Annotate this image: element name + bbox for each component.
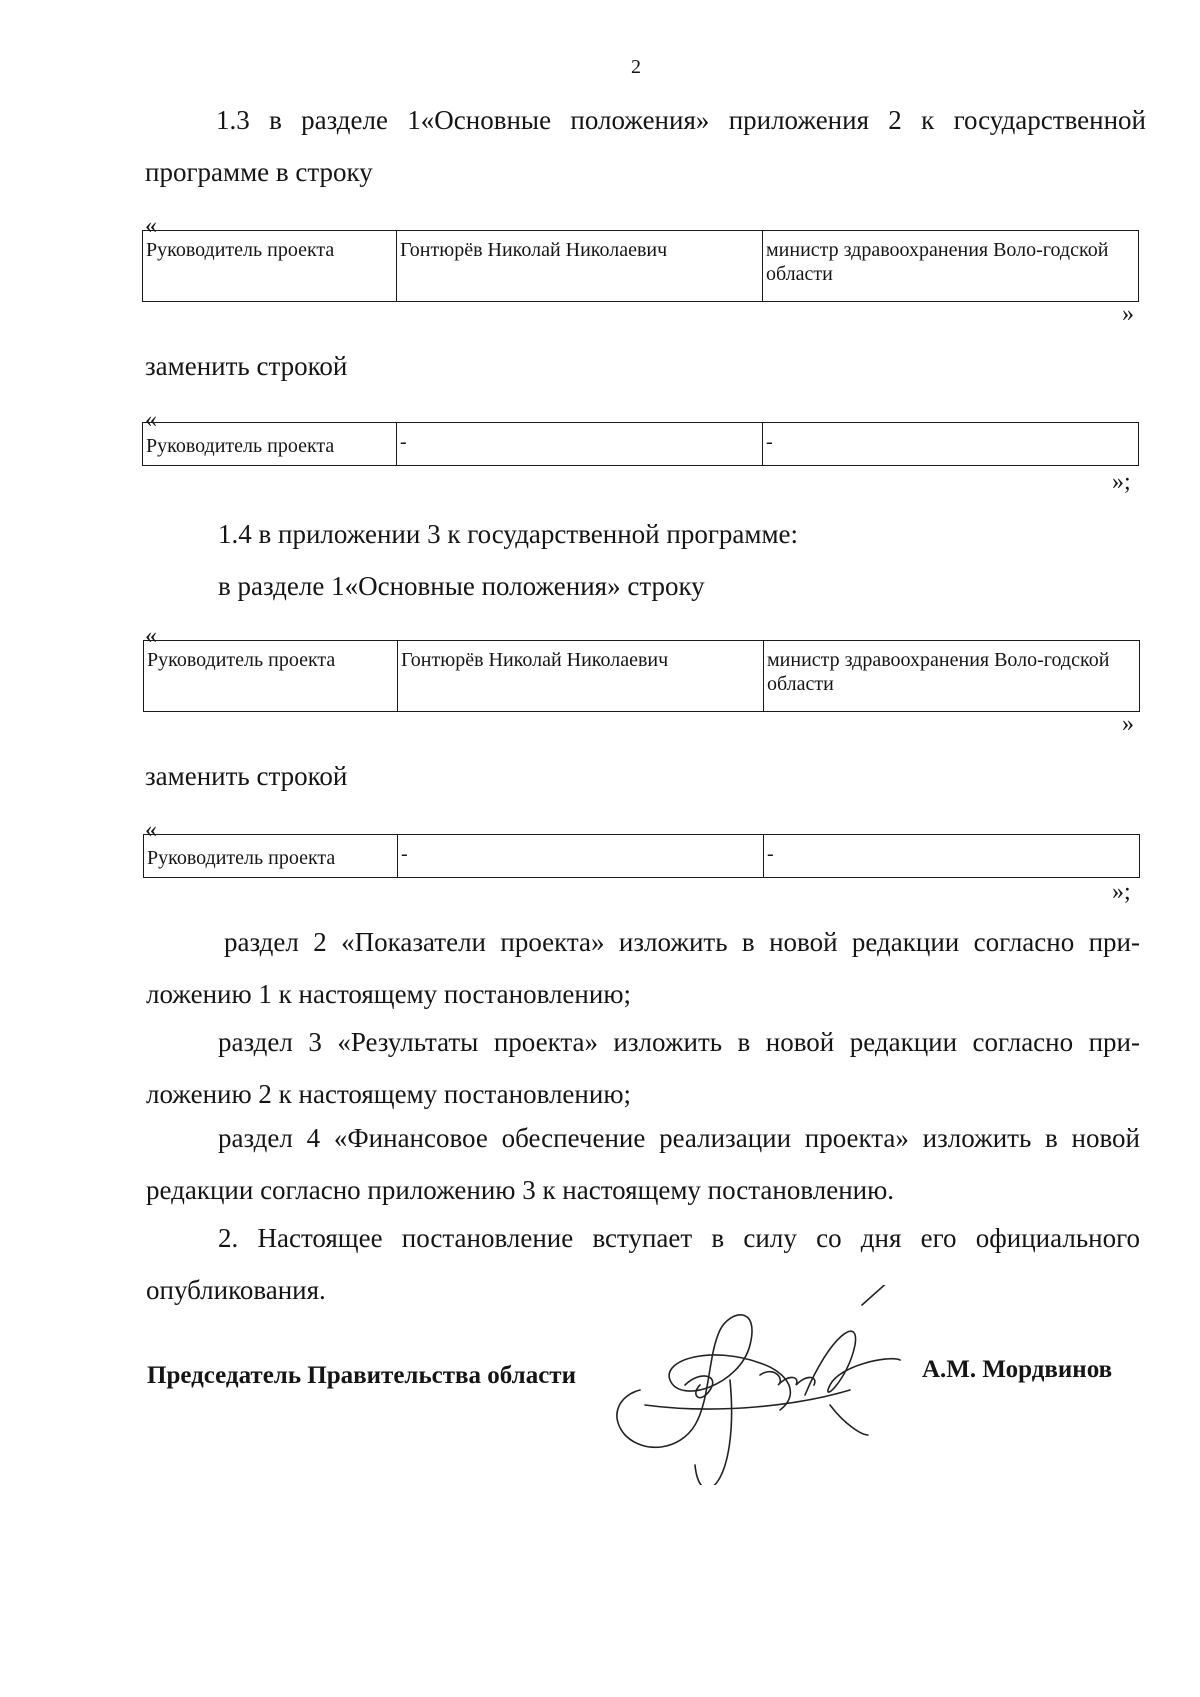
- clause-1-4-line2: в разделе 1«Основные положения» строку: [218, 571, 705, 601]
- signatory-name: А.М. Мордвинов: [922, 1356, 1113, 1383]
- quote-close: »: [1122, 301, 1134, 327]
- quote-open: «: [145, 623, 157, 649]
- section-4-line1: раздел 4 «Финансовое обеспечение реализации проекта» изложить в новой: [218, 1123, 1140, 1153]
- clause-2-line2: опубликования.: [146, 1275, 326, 1305]
- quote-open: «: [145, 817, 157, 843]
- section-2-line1: раздел 2 «Показатели проекта» изложить в новой редакции согласно при-: [224, 927, 1140, 957]
- table-row-old-2: [143, 640, 1140, 712]
- cell-name: -: [398, 835, 764, 878]
- cell-role: Руководитель проекта: [143, 231, 397, 302]
- page-number: 2: [631, 56, 641, 78]
- cell-position: министр здравоохранения Воло-годской области: [763, 231, 1139, 302]
- section-4-line2: редакции согласно приложению 3 к настоящему постановлению.: [146, 1175, 895, 1205]
- quote-close-semicolon: »;: [1112, 469, 1131, 495]
- cell-position: -: [763, 423, 1139, 466]
- signatory-title: Председатель Правительства области: [147, 1362, 576, 1389]
- clause-2-line1: 2. Настоящее постановление вступает в силу со дня его официального: [218, 1223, 1140, 1253]
- section-2-line2: ложению 1 к настоящему постановлению;: [146, 979, 631, 1009]
- clause-1-3-line2: программе в строку: [145, 157, 373, 187]
- clause-1-4-line1: 1.4 в приложении 3 к государственной программе:: [218, 519, 799, 549]
- clause-1-3-line1: 1.3 в разделе 1«Основные положения» приложения 2 к государственной: [216, 105, 1146, 135]
- cell-role: Руководитель проекта: [144, 641, 398, 712]
- handwritten-signature: [600, 1285, 940, 1485]
- replace-with-label: заменить строкой: [145, 761, 348, 791]
- table-row-new-2: [143, 834, 1140, 878]
- quote-open: «: [145, 407, 157, 433]
- quote-close: »: [1122, 711, 1134, 737]
- table-row-new-1: [142, 422, 1139, 466]
- cell-role: Руководитель проекта: [144, 835, 398, 878]
- quote-close-semicolon: »;: [1112, 879, 1131, 905]
- cell-name: -: [397, 423, 763, 466]
- cell-position: -: [764, 835, 1140, 878]
- cell-name: Гонтюрёв Николай Николаевич: [397, 231, 763, 302]
- table-row-old-1: [142, 230, 1139, 302]
- cell-role: Руководитель проекта: [143, 423, 397, 466]
- replace-with-label: заменить строкой: [145, 351, 348, 381]
- section-3-line2: ложению 2 к настоящему постановлению;: [146, 1079, 631, 1109]
- cell-position: министр здравоохранения Воло-годской области: [764, 641, 1140, 712]
- section-3-line1: раздел 3 «Результаты проекта» изложить в новой редакции согласно при-: [218, 1027, 1140, 1057]
- cell-name: Гонтюрёв Николай Николаевич: [398, 641, 764, 712]
- quote-open: «: [145, 213, 157, 239]
